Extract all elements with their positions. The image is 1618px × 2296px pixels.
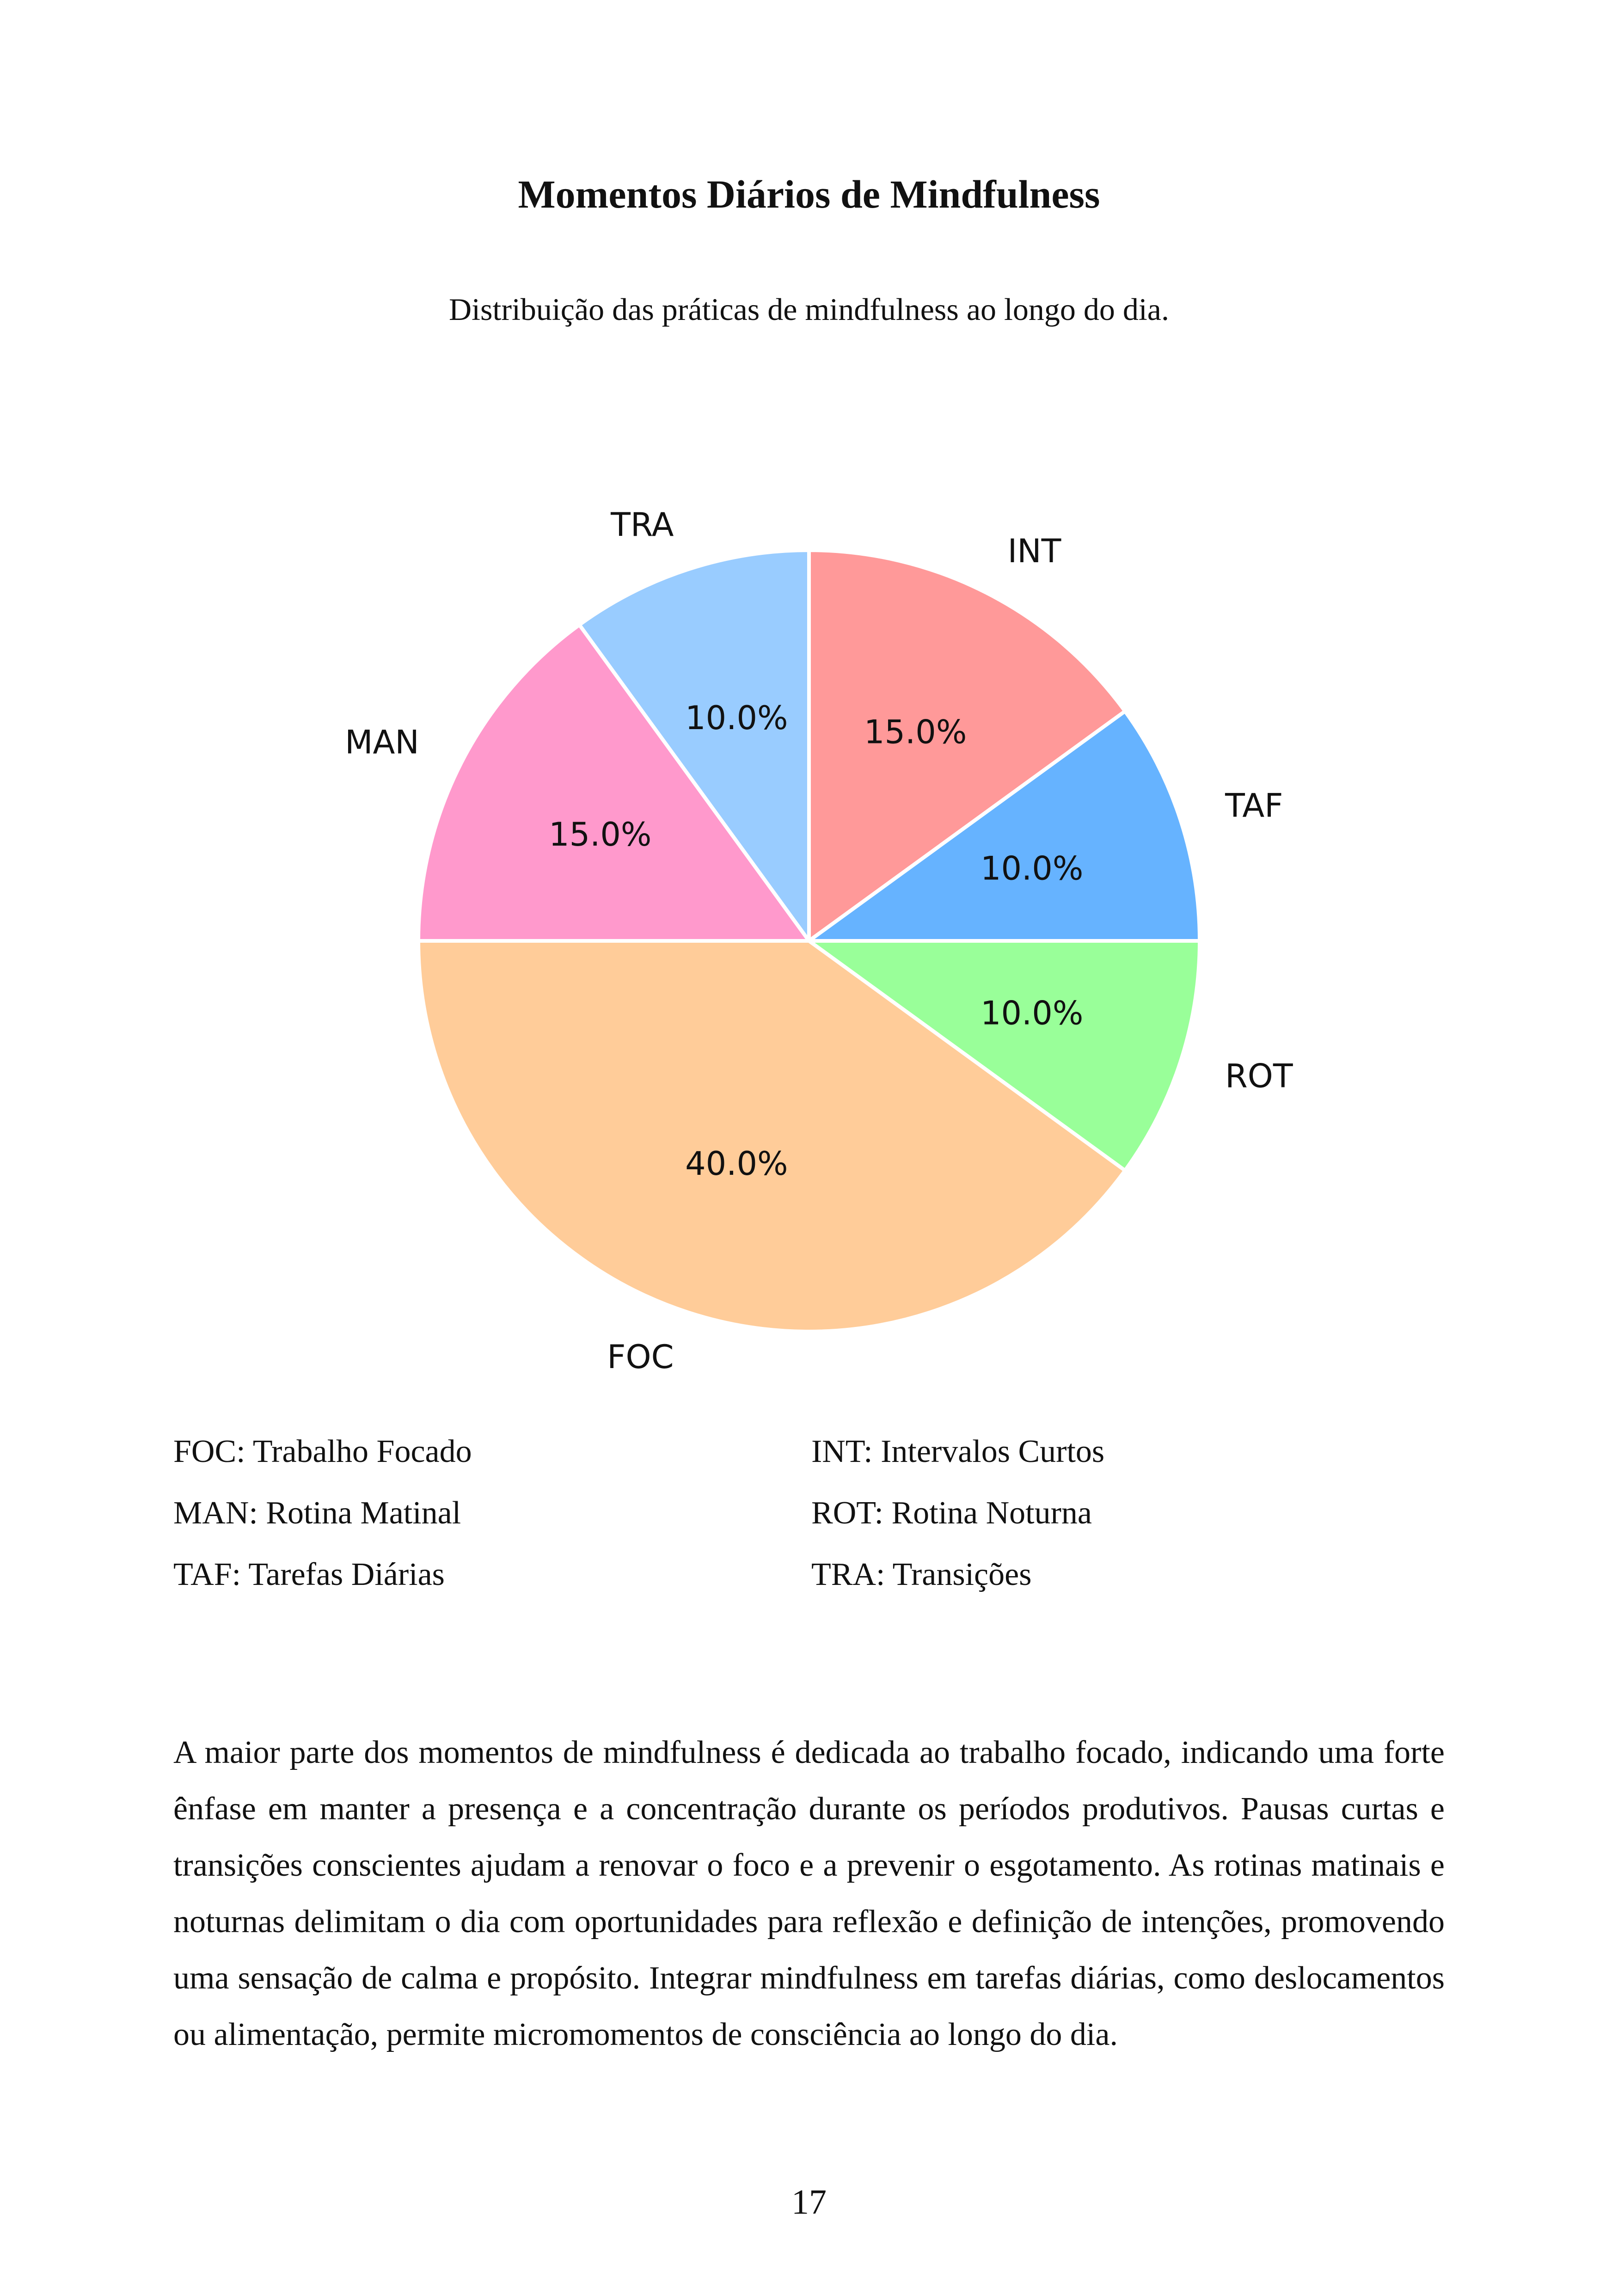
pie-category-label-man: MAN (345, 723, 419, 761)
legend-item: MAN: Rotina Matinal (173, 1495, 461, 1531)
legend-item: FOC: Trabalho Focado (173, 1434, 472, 1469)
pie-category-label-taf: TAF (1225, 786, 1283, 825)
pie-category-label-foc: FOC (607, 1338, 674, 1376)
page-number: 17 (791, 2183, 827, 2222)
pie-pct-label-man: 15.0% (549, 815, 652, 853)
legend-item: TAF: Tarefas Diárias (173, 1557, 445, 1592)
page-subtitle: Distribuição das práticas de mindfulness ao longo do dia. (449, 292, 1169, 327)
legend-item: INT: Intervalos Curtos (811, 1434, 1105, 1469)
pie-pct-label-foc: 40.0% (685, 1145, 788, 1183)
pie-category-label-int: INT (1007, 532, 1061, 570)
pie-pct-label-rot: 10.0% (980, 994, 1084, 1032)
pie-pct-label-tra: 10.0% (685, 699, 788, 737)
legend-item: TRA: Transições (811, 1557, 1032, 1592)
legend-item: ROT: Rotina Noturna (811, 1495, 1092, 1531)
pie-pct-label-taf: 10.0% (980, 849, 1084, 888)
page-title: Momentos Diários de Mindfulness (518, 172, 1100, 216)
pie-category-label-rot: ROT (1225, 1057, 1293, 1095)
pie-pct-label-int: 15.0% (864, 713, 967, 751)
body-paragraph: A maior parte dos momentos de mindfulness é dedicada ao trabalho focado, indicando uma forte ênfase em manter a presença e a concentração durante os períodos produtivos. Pausas curtas e transições conscientes ajudam a renovar o foco e a prevenir o esgotamento. As rotinas matinais e noturnas delimitam o dia com oportunidades para reflexão e definição de intenções, promovendo uma sensação de calma e propósito. Integrar mindfulness em tarefas diárias, como deslocamentos ou alimentação, permite micromomentos de consciência ao longo do dia. (173, 1735, 1445, 2052)
pie-category-label-tra: TRA (611, 505, 674, 544)
